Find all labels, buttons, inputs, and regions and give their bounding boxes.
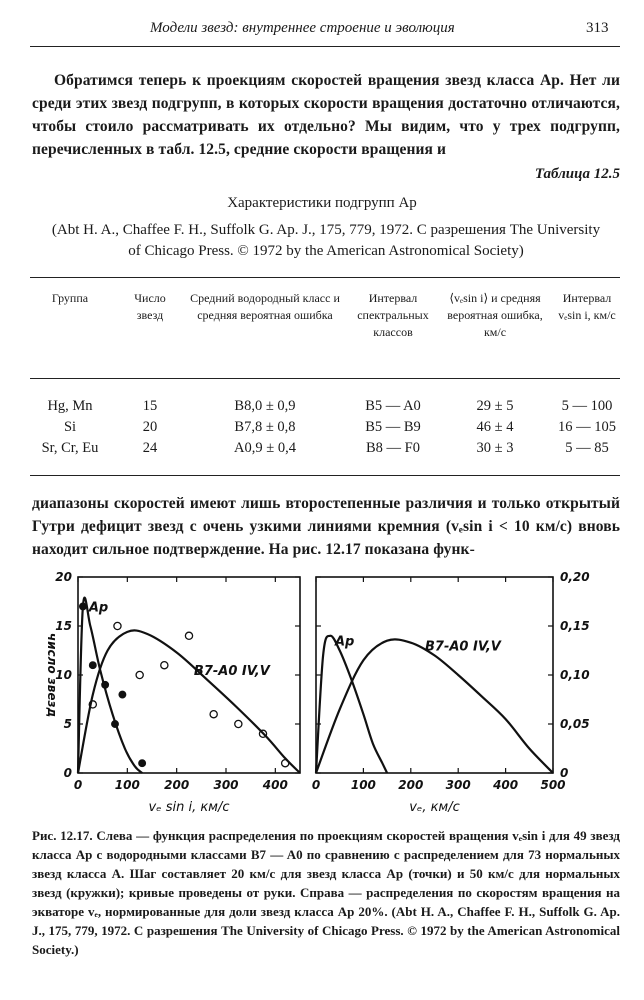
y-axis-label: число звезд [45,632,59,718]
table-source [32,220,620,262]
col-header-group: Группа [51,291,89,305]
x-axis-label: vₑ sin i, км/с [148,800,230,815]
cell-vinterval: 5 — 85 [565,440,609,456]
col-header-count: Число звезд [134,291,166,322]
x-tick-label: 0 [311,778,321,792]
data-point-normal [235,720,242,727]
col-header-vsini: ⟨vₑsin i⟩ и средняя вероятная ошибка, км/с [447,291,543,339]
col-header-interval: Интервал спектральных классов [357,291,429,339]
data-point-ap [90,662,97,669]
y-tick-label: 0 [560,766,569,780]
cell-vinterval: 5 — 100 [561,398,613,414]
x-axis-label: vₑ, км/с [409,800,460,815]
table-bottom-rule [30,475,620,476]
data-point-normal [114,622,121,629]
cell-vinterval: 16 — 105 [558,419,616,435]
data-point-ap [119,691,126,698]
table-header-rule [30,378,620,379]
col-header-vinterval: Интервал vₑsin i, км/с [558,291,616,322]
cell-vsini: 30 ± 3 [476,440,514,456]
cell-group: Sr, Cr, Eu [41,440,99,456]
table-top-rule [30,277,620,278]
body-paragraph-1: Обратимся теперь к проекциям скоростей вращения звезд класса Ap. Нет ли среди этих звезд подгрупп, в которых скорости вращения достаточно отличаются, чтобы стоило рассматривать их отдельно? Мы видим, что у трех подгрупп, перечисленных в табл. 12.5, средние скорости вращения и [32,72,620,158]
x-tick-label: 300 [213,778,239,792]
y-tick-label: 0,10 [560,668,590,682]
cell-interval: B5 — B9 [365,419,421,435]
series-line-2 [78,598,142,773]
col-header-hclass: Средний водородный класс и средняя вероятная ошибка [190,291,340,322]
plot-frame [316,577,553,773]
x-tick-label: 400 [262,778,288,792]
table-header-row [30,290,620,370]
x-tick-label: 500 [540,778,566,792]
table-label: Таблица 12.5 [534,166,620,182]
curve-annotation: B7-A0 IV,V [425,639,501,655]
cell-group: Si [63,419,77,435]
header-divider [30,46,620,47]
x-tick-label: 200 [164,778,190,792]
table-row [30,417,620,437]
x-tick-label: 100 [114,778,140,792]
table-source-line-1: (Abt H. A., Chaffee F. H., Suffolk G. Ap. J., 175, 779, 1972. С разрешения The University [51,222,601,238]
x-tick-label: 300 [445,778,471,792]
curve-annotation: B7-A0 IV,V [193,664,270,679]
figure-12-17 [0,565,644,820]
running-header-title: Модели звезд: внутреннее строение и эволюция [150,20,455,36]
figure-caption: Рис. 12.17. Слева — функция распределения по проекциям скоростей вращения vₑsin i для 49 звезд класса Ap с водородными классами B7 — A0 по сравнению с распределением для 73 нормальных звезд класса A. Шаг составляет 20 км/с для звезд класса Ap (точки) и 50 км/с для нормальных звезд (кружки); кривые проведены от руки. Справа — распределения по скоростям вращения на экваторе vₑ, нормированные для доли звезд класса Ap 20%. (Abt H. A., Chaffee F. H., Suffolk G. Ap. J., 175, 779, 1972. С разрешения The University of Chicago Press. © 1972 by the American Astronomical Society.) [32,828,620,957]
cell-count: 24 [142,440,158,456]
x-tick-label: 100 [350,778,376,792]
data-point-normal [185,632,192,639]
cell-vsini: 46 ± 4 [476,419,514,435]
table-source-line-2: of Chicago Press. © 1972 by the American Astronomical Society) [128,243,524,259]
series-line-0 [316,636,387,773]
x-tick-label: 0 [73,778,83,792]
page-number: 313 [586,20,609,36]
cell-hclass: B8,0 ± 0,9 [234,398,296,414]
table-row [30,396,620,416]
cell-count: 20 [142,419,158,435]
y-tick-label: 15 [55,619,72,633]
curve-annotation: Ap [88,600,109,616]
y-tick-label: 0 [63,766,72,780]
y-tick-label: 20 [55,570,72,584]
data-point-normal [136,671,143,678]
cell-hclass: B7,8 ± 0,8 [234,419,296,435]
y-tick-label: 0,05 [560,717,590,731]
series-line-3 [78,630,300,773]
y-tick-label: 5 [63,717,72,731]
x-tick-label: 200 [398,778,424,792]
cell-group: Hg, Mn [47,398,93,414]
curve-annotation: Ap [334,634,355,650]
table-row [30,438,620,458]
y-tick-label: 0,20 [560,570,590,584]
cell-interval: B8 — F0 [366,440,420,456]
data-point-normal [161,662,168,669]
y-tick-label: 0,15 [560,619,590,633]
cell-vsini: 29 ± 5 [476,398,514,414]
cell-count: 15 [142,398,158,414]
cell-interval: B5 — A0 [365,398,421,414]
table-body [30,396,620,460]
series-line-1 [316,639,553,773]
data-point-ap [139,760,146,767]
body-paragraph-2: диапазоны скоростей имеют лишь второстепенные различия и только открытый Гутри дефицит звезд с очень узкими линиями кремния (vₑsin i < 10 км/с) вновь находит сильное подтверждение. На рис. 12.17 показана функ- [32,495,620,558]
cell-hclass: A0,9 ± 0,4 [234,440,296,456]
x-tick-label: 400 [493,778,519,792]
table-title: Характеристики подгрупп Ap [227,195,417,211]
y-tick-label: 10 [55,668,72,682]
data-point-normal [210,711,217,718]
